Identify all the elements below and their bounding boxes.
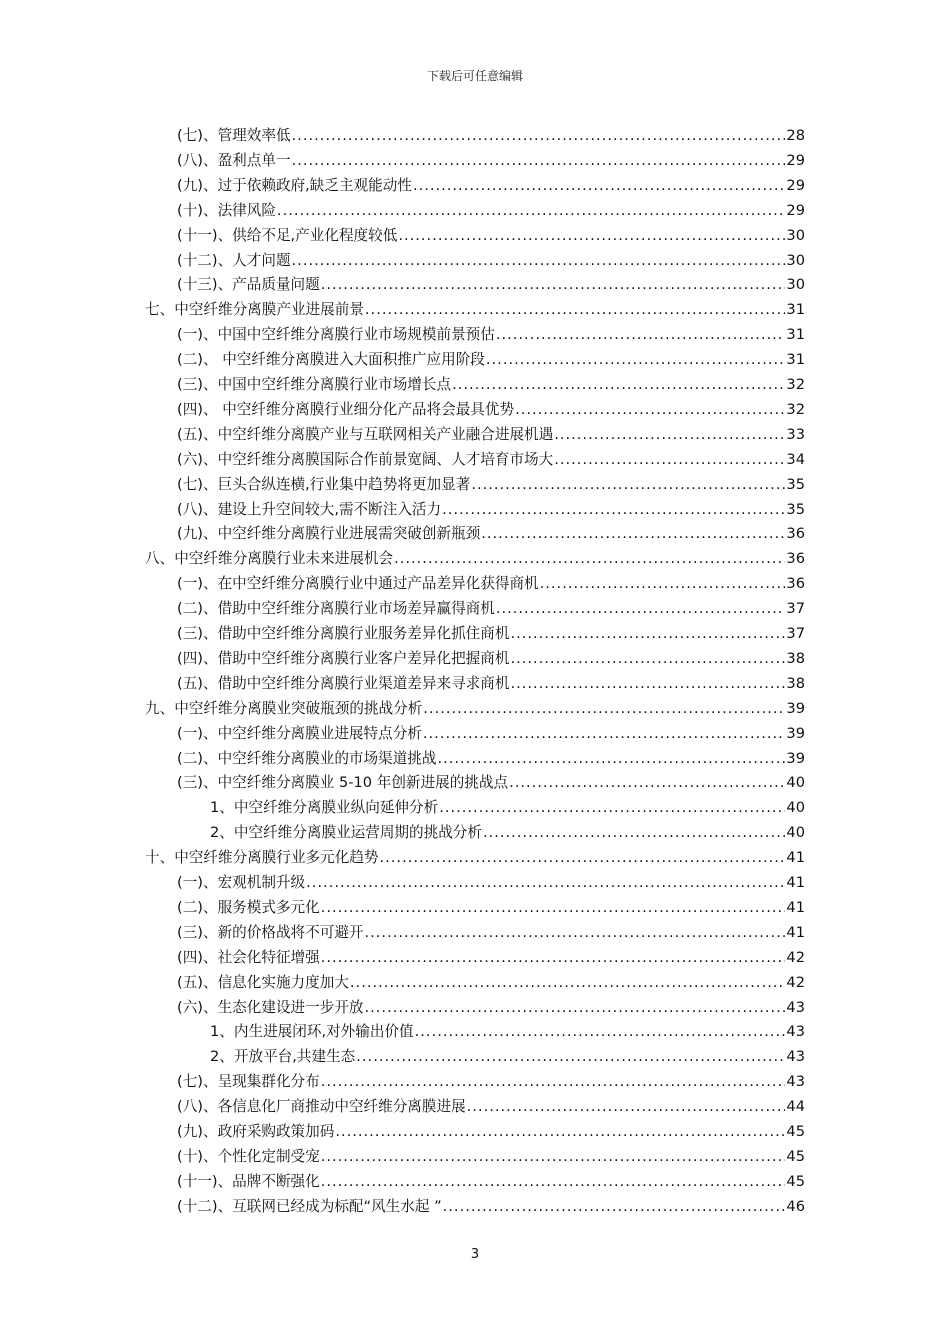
toc-entry-page: 45 [786, 1148, 805, 1165]
toc-entry[interactable] [177, 749, 805, 769]
toc-entry[interactable] [177, 1172, 805, 1192]
toc-entry-page: 43 [786, 1023, 805, 1040]
toc-entry[interactable] [177, 923, 805, 943]
toc-entry-page: 32 [786, 401, 805, 418]
toc-entry-title: (九)、中空纤维分离膜行业进展需突破创新瓶颈 [177, 525, 481, 542]
toc-entry[interactable] [177, 674, 805, 694]
toc-entry-title: (八)、建设上升空间较大,需不断注入活力 [177, 501, 442, 518]
toc-leader-dots [510, 674, 785, 694]
toc-entry-title: 2、中空纤维分离膜业运营周期的挑战分析 [210, 824, 482, 841]
toc-leader-dots [509, 773, 785, 793]
toc-entry-page: 29 [786, 177, 805, 194]
toc-entry-page: 39 [786, 725, 805, 742]
toc-entry[interactable] [177, 873, 805, 893]
toc-entry-title: 2、开放平台,共建生态 [210, 1048, 356, 1065]
toc-entry-title: (五)、信息化实施力度加大 [177, 974, 349, 991]
toc-entry-page: 37 [786, 625, 805, 642]
toc-leader-dots [365, 923, 786, 943]
toc-entry[interactable] [210, 823, 805, 843]
toc-entry-title: (一)、中空纤维分离膜业进展特点分析 [177, 725, 422, 742]
toc-entry-page: 36 [786, 550, 805, 567]
toc-leader-dots [321, 948, 786, 968]
toc-leader-dots [415, 1022, 786, 1042]
toc-leader-dots [496, 599, 786, 619]
toc-entry[interactable] [177, 1097, 805, 1117]
toc-entry-title: (十二)、人才问题 [177, 252, 291, 269]
toc-leader-dots [321, 898, 786, 918]
toc-leader-dots [413, 176, 785, 196]
toc-entry-page: 31 [786, 351, 805, 368]
toc-entry[interactable] [177, 226, 805, 246]
toc-entry[interactable] [177, 998, 805, 1018]
toc-entry[interactable] [177, 275, 805, 295]
toc-entry[interactable] [177, 624, 805, 644]
toc-entry-title: (十)、个性化定制受宠 [177, 1148, 320, 1165]
toc-entry-page: 28 [786, 127, 805, 144]
toc-leader-dots [423, 724, 786, 744]
toc-entry[interactable] [145, 848, 805, 868]
toc-entry-title: (十二)、互联网已经成为标配“风生水起 ” [177, 1198, 442, 1215]
toc-leader-dots [443, 1197, 786, 1217]
toc-leader-dots [350, 973, 786, 993]
toc-leader-dots [483, 823, 785, 843]
toc-entry[interactable] [177, 425, 805, 445]
toc-entry-title: (四)、社会化特征增强 [177, 949, 320, 966]
toc-entry-page: 46 [786, 1198, 805, 1215]
toc-entry[interactable] [177, 524, 805, 544]
toc-entry-title: (九)、政府采购政策加码 [177, 1123, 335, 1140]
toc-entry-title: (一)、中国中空纤维分离膜行业市场规模前景预估 [177, 326, 495, 343]
page-header: 下载后可任意编辑 [426, 69, 523, 83]
toc-entry[interactable] [145, 300, 805, 320]
toc-leader-dots [335, 1122, 785, 1142]
toc-entry-page: 41 [786, 849, 805, 866]
toc-entry[interactable] [177, 151, 805, 171]
toc-entry-title: (七)、巨头合纵连横,行业集中趋势将更加显著 [177, 476, 471, 493]
toc-entry-title: (十)、法律风险 [177, 202, 276, 219]
toc-entry-title: (五)、借助中空纤维分离膜行业渠道差异来寻求商机 [177, 675, 510, 692]
toc-entry-page: 36 [786, 575, 805, 592]
toc-entry[interactable] [145, 699, 805, 719]
toc-entry-page: 41 [786, 874, 805, 891]
page-number: 3 [470, 1247, 480, 1262]
toc-entry-title: (九)、过于依赖政府,缺乏主观能动性 [177, 177, 412, 194]
toc-entry-page: 32 [786, 376, 805, 393]
toc-leader-dots [452, 375, 785, 395]
toc-leader-dots [510, 649, 785, 669]
toc-entry-page: 30 [786, 276, 805, 293]
toc-leader-dots [394, 549, 785, 569]
toc-leader-dots [321, 275, 786, 295]
toc-entry-page: 36 [786, 525, 805, 542]
toc-entry-title: 七、中空纤维分离膜产业进展前景 [145, 301, 364, 318]
toc-entry[interactable] [177, 375, 805, 395]
toc-entry-page: 35 [786, 476, 805, 493]
toc-leader-dots [515, 400, 785, 420]
toc-leader-dots [554, 425, 785, 445]
toc-entry-page: 35 [786, 501, 805, 518]
toc-leader-dots [321, 1072, 786, 1092]
toc-entry-title: 1、中空纤维分离膜业纵向延伸分析 [210, 799, 439, 816]
toc-entry-title: (十三)、产品质量问题 [177, 276, 320, 293]
toc-leader-dots [486, 350, 786, 370]
toc-entry-title: (六)、中空纤维分离膜国际合作前景宽阔、人才培育市场大 [177, 451, 554, 468]
toc-entry-title: (五)、中空纤维分离膜产业与互联网相关产业融合进展机遇 [177, 426, 554, 443]
toc-leader-dots [467, 1097, 786, 1117]
toc-leader-dots [292, 251, 786, 271]
toc-entry-title: (三)、中空纤维分离膜业 5-10 年创新进展的挑战点 [177, 774, 509, 791]
toc-entry-page: 43 [786, 1073, 805, 1090]
toc-entry-page: 45 [786, 1173, 805, 1190]
toc-entry[interactable] [210, 1022, 805, 1042]
toc-entry-page: 34 [786, 451, 805, 468]
toc-entry-page: 30 [786, 252, 805, 269]
toc-entry[interactable] [177, 574, 805, 594]
toc-leader-dots [496, 325, 786, 345]
toc-leader-dots [439, 798, 785, 818]
toc-entry-title: (八)、各信息化厂商推动中空纤维分离膜进展 [177, 1098, 466, 1115]
toc-entry-page: 29 [786, 202, 805, 219]
toc-entry-page: 38 [786, 675, 805, 692]
toc-entry[interactable] [177, 475, 805, 495]
toc-entry[interactable] [177, 201, 805, 221]
toc-entry-title: (四)、 中空纤维分离膜行业细分化产品将会最具优势 [177, 401, 515, 418]
toc-entry[interactable] [177, 1072, 805, 1092]
toc-entry[interactable] [177, 325, 805, 345]
toc-leader-dots [292, 151, 786, 171]
toc-entry[interactable] [210, 1047, 805, 1067]
toc-entry-title: 十、中空纤维分离膜行业多元化趋势 [145, 849, 379, 866]
toc-entry-page: 41 [786, 924, 805, 941]
toc-entry-page: 44 [786, 1098, 805, 1115]
toc-entry[interactable] [177, 450, 805, 470]
toc-entry-page: 33 [786, 426, 805, 443]
toc-entry[interactable] [177, 126, 805, 146]
toc-entry[interactable] [210, 798, 805, 818]
toc-entry-page: 40 [786, 799, 805, 816]
toc-entry[interactable] [177, 1197, 805, 1217]
toc-entry-page: 42 [786, 974, 805, 991]
toc-entry-page: 43 [786, 999, 805, 1016]
toc-entry-title: (三)、中国中空纤维分离膜行业市场增长点 [177, 376, 452, 393]
toc-entry[interactable] [177, 400, 805, 420]
toc-entry-title: (三)、新的价格战将不可避开 [177, 924, 364, 941]
toc-leader-dots [365, 998, 786, 1018]
toc-entry-page: 37 [786, 600, 805, 617]
toc-entry-title: 九、中空纤维分离膜业突破瓶颈的挑战分析 [145, 700, 423, 717]
toc-leader-dots [321, 1172, 786, 1192]
toc-entry[interactable] [145, 549, 805, 569]
toc-leader-dots [510, 624, 785, 644]
toc-entry-title: (八)、盈利点单一 [177, 152, 291, 169]
toc-leader-dots [442, 500, 785, 520]
toc-leader-dots [423, 699, 785, 719]
toc-entry[interactable] [177, 1122, 805, 1142]
toc-entry-title: (六)、生态化建设进一步开放 [177, 999, 364, 1016]
toc-entry-page: 30 [786, 227, 805, 244]
toc-entry-page: 38 [786, 650, 805, 667]
toc-entry-title: 1、内生进展闭环,对外输出价值 [210, 1023, 414, 1040]
toc-entry[interactable] [177, 973, 805, 993]
toc-entry-title: (二)、服务模式多元化 [177, 899, 320, 916]
toc-entry-page: 39 [786, 700, 805, 717]
toc-entry[interactable] [177, 1147, 805, 1167]
toc-entry-page: 42 [786, 949, 805, 966]
toc-entry-page: 40 [786, 824, 805, 841]
toc-entry[interactable] [177, 350, 805, 370]
toc-entry[interactable] [177, 251, 805, 271]
toc-entry-page: 41 [786, 899, 805, 916]
toc-entry-title: (一)、宏观机制升级 [177, 874, 306, 891]
toc-entry-title: (七)、呈现集群化分布 [177, 1073, 320, 1090]
toc-entry-title: (二)、中空纤维分离膜业的市场渠道挑战 [177, 750, 437, 767]
toc-entry-page: 43 [786, 1048, 805, 1065]
toc-leader-dots [481, 524, 785, 544]
toc-entry-title: (一)、在中空纤维分离膜行业中通过产品差异化获得商机 [177, 575, 539, 592]
toc-entry[interactable] [177, 724, 805, 744]
toc-entry-title: (三)、借助中空纤维分离膜行业服务差异化抓住商机 [177, 625, 510, 642]
toc-leader-dots [437, 749, 785, 769]
toc-entry-page: 45 [786, 1123, 805, 1140]
toc-leader-dots [540, 574, 786, 594]
toc-leader-dots [380, 848, 786, 868]
toc-entry-title: 八、中空纤维分离膜行业未来进展机会 [145, 550, 394, 567]
toc-entry[interactable] [177, 599, 805, 619]
toc-entry-page: 39 [786, 750, 805, 767]
toc-entry[interactable] [177, 948, 805, 968]
toc-entry-page: 29 [786, 152, 805, 169]
toc-leader-dots [554, 450, 785, 470]
toc-leader-dots [365, 300, 786, 320]
toc-entry-page: 40 [786, 774, 805, 791]
toc-entry-title: (十一)、供给不足,产业化程度较低 [177, 227, 398, 244]
toc-entry-page: 31 [786, 301, 805, 318]
toc-leader-dots [277, 201, 785, 221]
toc-leader-dots [321, 1147, 786, 1167]
toc-entry-title: (十一)、品牌不断强化 [177, 1173, 320, 1190]
toc-entry-title: (七)、管理效率低 [177, 127, 291, 144]
toc-leader-dots [356, 1047, 785, 1067]
toc-entry[interactable] [177, 500, 805, 520]
toc-entry-title: (四)、借助中空纤维分离膜行业客户差异化把握商机 [177, 650, 510, 667]
toc-entry[interactable] [177, 649, 805, 669]
toc-entry-page: 31 [786, 326, 805, 343]
toc-entry-title: (二)、 中空纤维分离膜进入大面积推广应用阶段 [177, 351, 485, 368]
toc-entry[interactable] [177, 773, 805, 793]
toc-entry[interactable] [177, 898, 805, 918]
toc-leader-dots [292, 126, 786, 146]
toc-leader-dots [306, 873, 785, 893]
toc-leader-dots [471, 475, 785, 495]
toc-entry[interactable] [177, 176, 805, 196]
toc-entry-title: (二)、借助中空纤维分离膜行业市场差异赢得商机 [177, 600, 495, 617]
toc-leader-dots [398, 226, 785, 246]
